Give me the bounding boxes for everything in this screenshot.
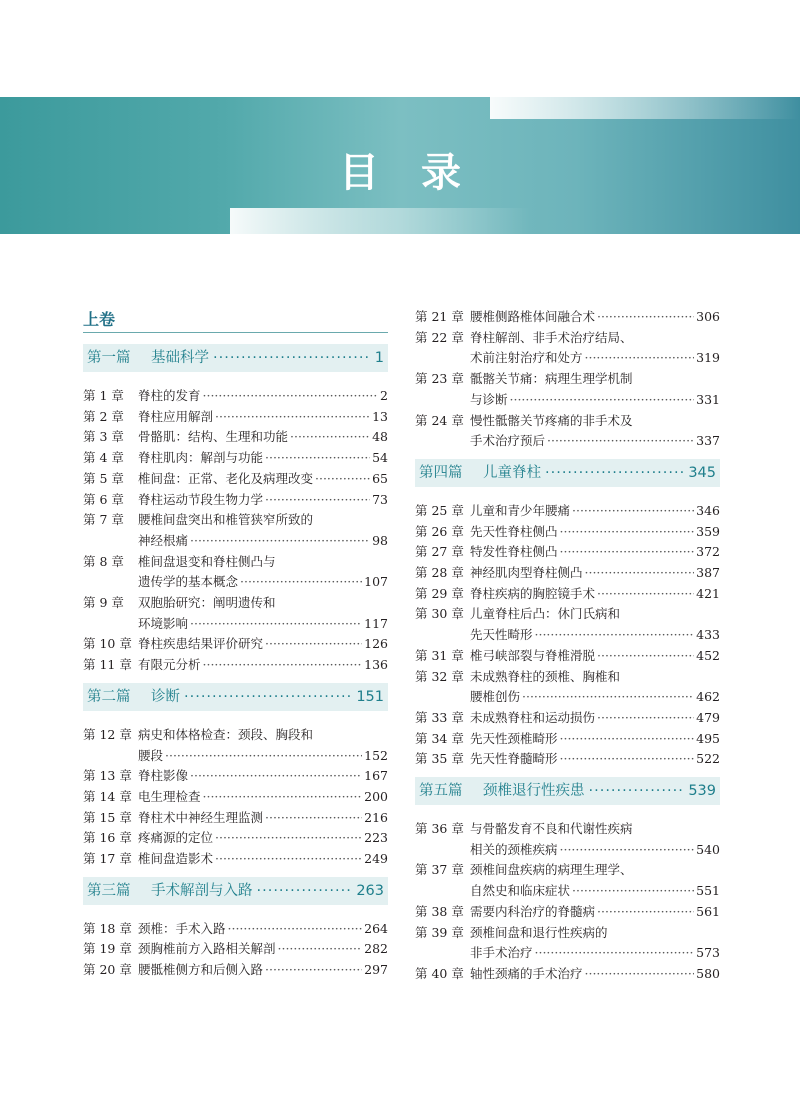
toc-entry[interactable] [415,645,720,666]
chapter-number: 第 18 章 [83,920,132,936]
leader-dots [560,748,695,769]
chapter-number: 第 33 章 [415,709,464,725]
chapter-number: 第 19 章 [83,941,132,957]
leader-dots [597,306,694,327]
leader-dots [560,541,695,562]
chapter-page: 54 [372,450,388,466]
leader-dots [290,426,370,447]
toc-entry[interactable] [415,430,720,451]
chapter-title: 儿童和青少年腰痛 [470,502,571,518]
chapter-page: 297 [364,962,388,978]
chapter-title: 神经根痛 [138,532,189,548]
chapter-title: 未成熟脊柱的颈椎、胸椎和 [470,668,621,684]
part-heading[interactable] [415,459,720,487]
chapter-page: 2 [380,388,388,403]
chapter-number: 第 32 章 [415,668,464,684]
part-number: 第五篇 [419,783,463,799]
part-page: 539 [688,783,716,799]
leader-dots [265,489,370,510]
leader-dots [545,459,684,487]
toc-entry[interactable] [415,901,720,922]
chapter-title: 脊柱肌肉：解剖与功能 [138,450,264,466]
chapter-page: 264 [364,920,388,936]
toc-entry[interactable] [83,848,388,869]
leader-dots [213,344,371,372]
chapter-page: 117 [364,615,388,631]
chapter-page: 282 [364,941,388,957]
chapter-title: 病史和体格检查：颈段、胸段和 [138,726,314,742]
chapter-number: 第 7 章 [83,512,124,528]
chapter-number: 第 16 章 [83,830,132,846]
chapter-page: 359 [696,523,720,539]
leader-dots [184,683,352,711]
chapter-page: 73 [372,491,388,507]
leader-dots [315,468,370,489]
chapter-title: 腰骶椎侧方和后侧入路 [138,962,264,978]
chapter-page: 331 [696,391,720,407]
chapter-title: 腰椎间盘突出和椎管狭窄所致的 [138,512,314,528]
chapter-number: 第 24 章 [415,412,464,428]
part-page: 263 [356,882,384,899]
banner-highlight-top [490,97,800,119]
chapter-page: 98 [372,532,388,548]
chapter-title: 神经肌肉型脊柱侧凸 [470,565,583,580]
chapter-page: 580 [696,965,720,981]
toc-entry[interactable] [415,389,720,410]
leader-dots [257,877,353,905]
chapter-title: 电生理检查 [138,788,201,804]
chapter-title: 疼痛源的定位 [138,830,214,846]
leader-dots [560,728,695,749]
part-heading[interactable] [83,683,388,711]
toc-entry[interactable] [415,541,720,562]
chapter-title: 椎间盘造影术 [138,851,214,866]
chapter-number: 第 30 章 [415,606,464,622]
part-number: 第三篇 [87,882,131,899]
part-page: 1 [374,350,384,366]
leader-dots [265,959,362,980]
chapter-number: 第 26 章 [415,523,464,539]
chapter-number: 第 31 章 [415,647,464,663]
leader-dots [522,686,694,707]
chapter-number: 第 11 章 [83,657,132,673]
chapter-title: 颈椎间盘和退行性疾病的 [470,924,608,940]
chapter-number: 第 35 章 [415,751,464,767]
leader-dots [597,707,694,728]
chapter-number: 第 2 章 [83,408,124,424]
toc-entry[interactable] [83,654,388,675]
toc-entry[interactable] [415,839,720,860]
chapter-page: 126 [364,636,388,652]
chapter-number: 第 14 章 [83,788,132,804]
chapter-page: 522 [696,751,720,767]
toc-entry[interactable] [83,786,388,807]
toc-entry[interactable] [415,624,720,645]
chapter-title: 遗传学的基本概念 [138,574,239,590]
chapter-number: 第 12 章 [83,726,132,742]
toc-entry[interactable] [415,347,720,368]
chapter-number: 第 22 章 [415,329,464,345]
chapter-page: 573 [696,945,720,961]
leader-dots [547,430,694,451]
chapter-page: 107 [364,574,388,590]
leader-dots [560,521,695,542]
chapter-number: 第 38 章 [415,903,464,919]
chapter-title: 脊柱术中神经生理监测 [138,809,264,825]
chapter-page: 200 [364,788,388,804]
chapter-page: 216 [364,809,388,825]
toc-entry[interactable] [83,827,388,848]
chapter-page: 136 [364,657,388,673]
chapter-title: 腰椎侧路椎体间融合术 [470,309,596,324]
toc-entry[interactable] [83,918,388,939]
toc-entry[interactable] [415,562,720,583]
chapter-number: 第 28 章 [415,565,464,580]
leader-dots [585,347,695,368]
leader-dots [597,583,694,604]
leader-dots [203,385,379,406]
chapter-title: 先天性脊柱侧凸 [470,523,558,539]
chapter-page: 306 [696,309,720,324]
leader-dots [597,645,694,666]
toc-entry [83,592,388,613]
chapter-page: 65 [372,470,388,486]
toc-entry[interactable] [415,748,720,769]
leader-dots [265,807,362,828]
leader-dots [215,827,362,848]
leader-dots [510,389,695,410]
chapter-page: 372 [696,544,720,560]
chapter-title: 双胞胎研究：阐明遗传和 [138,595,276,610]
leader-dots [203,654,363,675]
title-banner [0,97,800,234]
chapter-number: 第 40 章 [415,965,464,981]
chapter-title: 需要内科治疗的脊髓病 [470,903,596,919]
toc-entry[interactable] [83,385,388,406]
chapter-title: 先天性畸形 [470,627,533,643]
chapter-number: 第 6 章 [83,491,124,507]
chapter-number: 第 9 章 [83,595,124,610]
chapter-page: 249 [364,851,388,866]
chapter-title: 腰段 [138,747,164,763]
chapter-title: 颈胸椎前方入路相关解剖 [138,941,276,957]
chapter-page: 462 [696,689,720,705]
toc-entry[interactable] [83,765,388,786]
leader-dots [535,942,695,963]
chapter-page: 495 [696,730,720,746]
toc-entry[interactable] [83,807,388,828]
leader-dots [572,880,694,901]
toc-entry[interactable] [415,500,720,521]
chapter-number: 第 5 章 [83,470,124,486]
part-number: 第四篇 [419,464,463,481]
chapter-number: 第 10 章 [83,636,132,652]
toc-entry[interactable] [83,489,388,510]
chapter-title: 特发性脊柱侧凸 [470,544,558,560]
chapter-page: 551 [696,883,720,899]
part-page: 151 [356,688,384,705]
chapter-number: 第 27 章 [415,544,464,560]
chapter-page: 48 [372,429,388,445]
part-title: 颈椎退行性疾患 [483,783,585,799]
toc-entry [415,410,720,431]
chapter-title: 脊柱影像 [138,768,189,784]
page-title: 目录 [339,150,503,196]
chapter-title: 慢性骶髂关节疼痛的非手术及 [470,412,633,428]
chapter-number: 第 25 章 [415,502,464,518]
chapter-number: 第 29 章 [415,585,464,601]
toc-entry [415,368,720,389]
chapter-title: 颈椎间盘疾病的病理生理学、 [470,862,633,878]
part-title: 手术解剖与入路 [151,882,253,899]
chapter-page: 433 [696,627,720,643]
toc-entry[interactable] [83,571,388,592]
toc-entry[interactable] [83,426,388,447]
leader-dots [203,786,363,807]
leader-dots [278,938,363,959]
part-heading[interactable] [83,877,388,905]
leader-dots [535,624,695,645]
toc-entry[interactable] [83,468,388,489]
leader-dots [560,839,695,860]
chapter-number: 第 4 章 [83,450,124,466]
chapter-title: 先天性脊髓畸形 [470,751,558,767]
leader-dots [265,633,362,654]
toc-entry [415,666,720,687]
chapter-number: 第 3 章 [83,429,124,445]
toc-entry[interactable] [415,583,720,604]
leader-dots [240,571,362,592]
chapter-title: 脊柱疾病的胸腔镜手术 [470,585,596,601]
leader-dots [585,963,695,984]
chapter-page: 421 [696,585,720,601]
toc-entry[interactable] [415,686,720,707]
leader-dots [165,745,362,766]
chapter-title: 自然史和临床症状 [470,883,571,899]
leader-dots [190,530,370,551]
chapter-title: 椎间盘退变和脊柱侧凸与 [138,553,276,569]
leader-dots [572,500,694,521]
chapter-number: 第 20 章 [83,962,132,978]
chapter-title: 非手术治疗 [470,945,533,961]
chapter-title: 脊柱的发育 [138,388,201,403]
chapter-number: 第 1 章 [83,388,124,403]
chapter-title: 与骨骼发育不良和代谢性疾病 [470,821,633,836]
chapter-title: 手术治疗预后 [470,433,546,449]
chapter-page: 319 [696,350,720,366]
chapter-title: 脊柱应用解剖 [138,408,214,424]
chapter-page: 540 [696,841,720,857]
chapter-page: 346 [696,502,720,518]
toc-entry [415,818,720,839]
toc-entry[interactable] [83,938,388,959]
chapter-title: 轴性颈痛的手术治疗 [470,965,583,981]
chapter-number: 第 37 章 [415,862,464,878]
leader-dots [228,918,363,939]
chapter-title: 椎弓峡部裂与脊椎滑脱 [470,647,596,663]
toc-entry[interactable] [415,942,720,963]
chapter-title: 骨骼肌：结构、生理和功能 [138,429,289,445]
part-title: 儿童脊柱 [483,464,541,481]
chapter-title: 有限元分析 [138,657,201,673]
part-heading[interactable] [83,344,388,372]
toc-entry[interactable] [415,521,720,542]
toc-entry[interactable] [415,880,720,901]
chapter-page: 13 [372,408,388,424]
chapter-page: 152 [364,747,388,763]
chapter-title: 相关的颈椎疾病 [470,841,558,857]
chapter-title: 颈椎：手术入路 [138,920,226,936]
toc-entry [415,603,720,624]
volume-heading: 上卷 [83,308,388,333]
toc-entry [415,327,720,348]
part-number: 第二篇 [87,688,131,705]
part-title: 诊断 [151,688,180,705]
chapter-title: 脊柱运动节段生物力学 [138,491,264,507]
toc-entry[interactable] [83,613,388,634]
chapter-title: 脊柱解剖、非手术治疗结局、 [470,329,633,345]
toc-entry[interactable] [415,728,720,749]
chapter-page: 167 [364,768,388,784]
toc-entry[interactable] [83,959,388,980]
part-heading[interactable] [415,777,720,805]
chapter-title: 未成熟脊柱和运动损伤 [470,709,596,725]
toc-entry[interactable] [83,745,388,766]
leader-dots [215,848,362,869]
part-number: 第一篇 [87,350,131,366]
part-page: 345 [688,464,716,481]
leader-dots [265,447,370,468]
chapter-number: 第 21 章 [415,309,464,324]
chapter-number: 第 34 章 [415,730,464,746]
chapter-title: 与诊断 [470,391,508,407]
chapter-title: 脊柱疾患结果评价研究 [138,636,264,652]
chapter-number: 第 23 章 [415,371,464,387]
chapter-title: 先天性颈椎畸形 [470,730,558,746]
chapter-number: 第 39 章 [415,924,464,940]
toc-entry[interactable] [415,707,720,728]
toc-entry [83,509,388,530]
chapter-page: 561 [696,903,720,919]
chapter-page: 337 [696,433,720,449]
toc-entry [415,922,720,943]
toc-entry[interactable] [83,633,388,654]
banner-highlight-bottom [230,208,530,234]
toc-entry[interactable] [415,306,720,327]
toc-entry[interactable] [83,530,388,551]
leader-dots [597,901,694,922]
chapter-title: 术前注射治疗和处方 [470,350,583,366]
chapter-page: 452 [696,647,720,663]
leader-dots [215,406,370,427]
toc-entry [415,859,720,880]
leader-dots [190,765,362,786]
chapter-page: 479 [696,709,720,725]
chapter-title: 儿童脊柱后凸：休门氏病和 [470,606,621,622]
chapter-number: 第 36 章 [415,821,464,836]
leader-dots [585,562,695,583]
chapter-number: 第 17 章 [83,851,132,866]
chapter-title: 环境影响 [138,615,189,631]
toc-entry[interactable] [83,447,388,468]
chapter-title: 腰椎创伤 [470,689,521,705]
toc-entry[interactable] [415,963,720,984]
toc-entry[interactable] [83,406,388,427]
chapter-page: 387 [696,565,720,580]
chapter-number: 第 15 章 [83,809,132,825]
toc-entry [83,551,388,572]
leader-dots [190,613,362,634]
chapter-page: 223 [364,830,388,846]
chapter-number: 第 13 章 [83,768,132,784]
chapter-title: 椎间盘：正常、老化及病理改变 [138,470,314,486]
leader-dots [589,777,685,805]
part-title: 基础科学 [151,350,209,366]
toc-entry [83,724,388,745]
chapter-number: 第 8 章 [83,553,124,569]
chapter-title: 骶髂关节痛：病理生理学机制 [470,371,633,387]
